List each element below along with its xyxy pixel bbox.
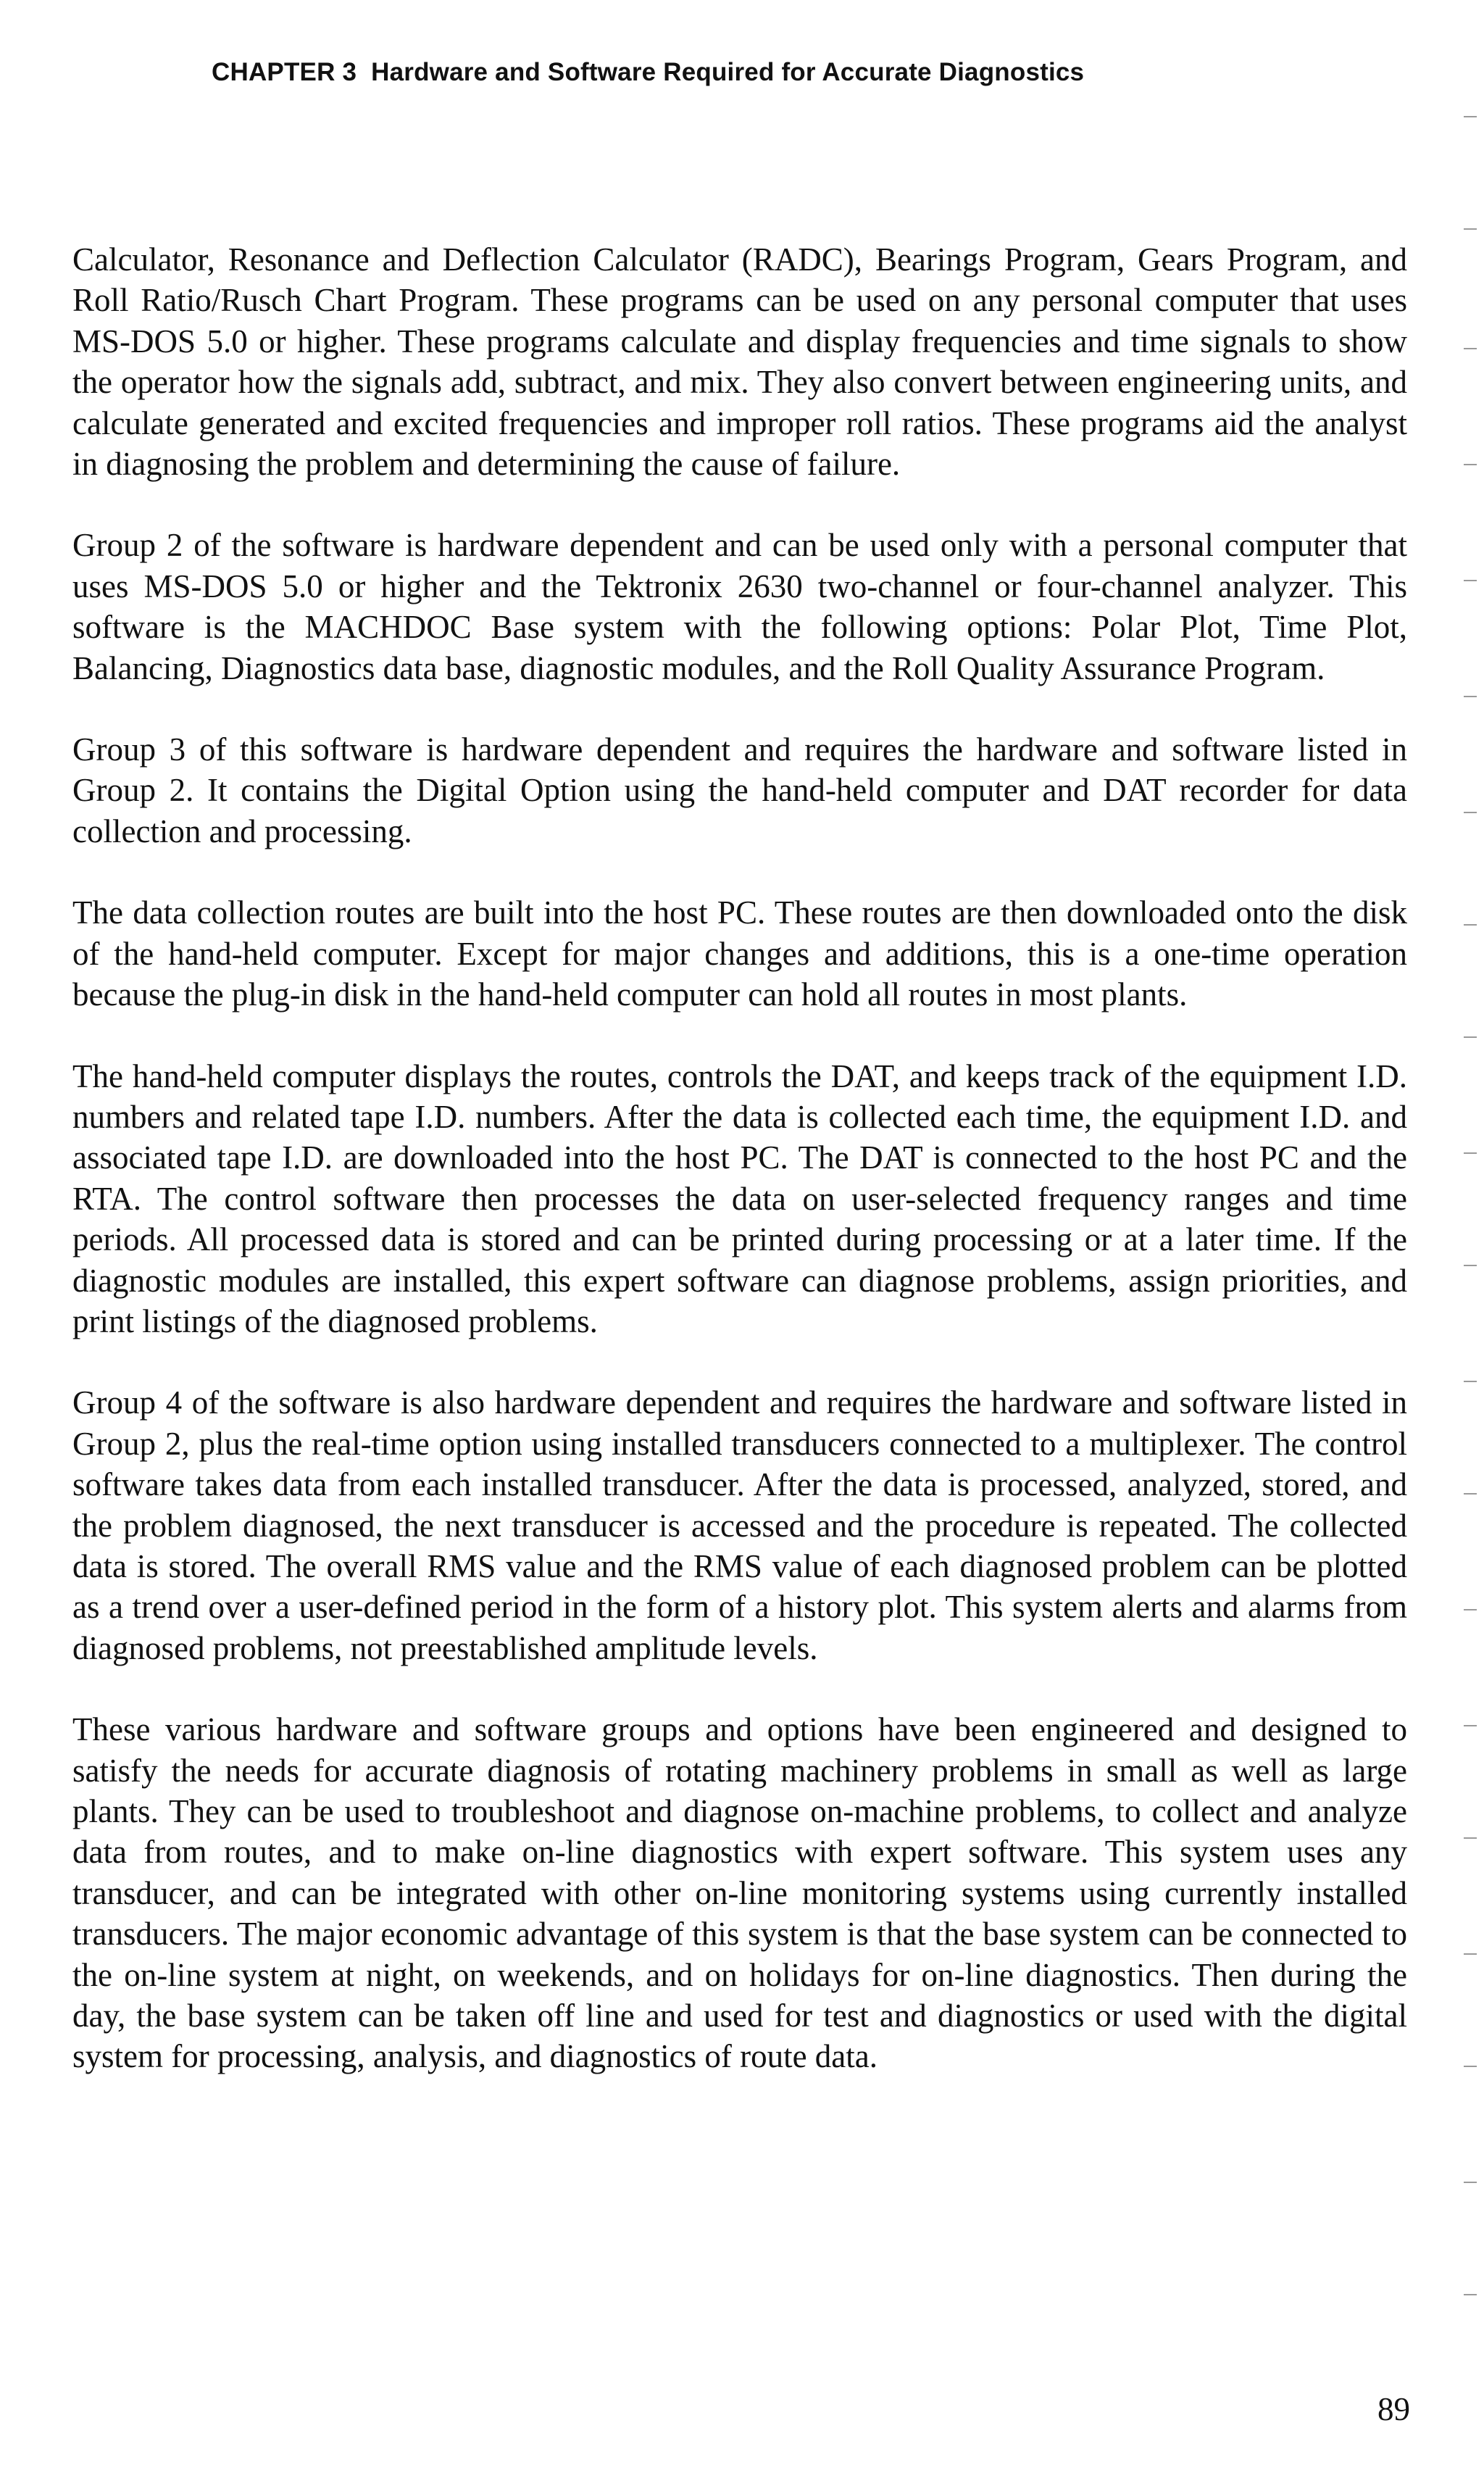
running-header (212, 58, 1084, 87)
margin-tick (1464, 924, 1477, 926)
margin-tick (1464, 1265, 1477, 1266)
margin-tick (1464, 1493, 1477, 1495)
margin-tick (1464, 696, 1477, 697)
paragraph: Group 2 of the software is hardware dependent and can be used only with a personal computer that uses MS-DOS 5.0 or higher and the Tektronix 2630 two-channel or four-channel analyzer. This software is the MACHDOC Base system with the following options: Polar Plot, Time Plot, Balancing, Diagnostics data base, diagnostic modules, and the Roll Quality Assurance Program. (72, 527, 1407, 686)
chapter-label: CHAPTER 3 (212, 58, 357, 86)
paragraph: Group 4 of the software is also hardware dependent and requires the hardware and software listed in Group 2, plus the real-time option using installed transducers connected to a multiplexer. The control software takes data from each installed transducer. After the data is processed, analyzed, stored, and the problem diagnosed, the next transducer is accessed and the procedure is repeated. The collected data is stored. The overall RMS value and the RMS value of each diagnosed problem can be plotted as a trend over a user-defined period in the form of a history plot. This system alerts and alarms from diagnosed problems, not preestablished amplitude levels. (72, 1384, 1407, 1666)
chapter-title: Hardware and Software Required for Accurate Diagnostics (371, 58, 1085, 86)
margin-tick (1464, 228, 1477, 230)
margin-tick (1464, 116, 1477, 117)
margin-tick (1464, 1953, 1477, 1955)
margin-tick (1464, 348, 1477, 349)
paragraph: Group 3 of this software is hardware dependent and requires the hardware and software listed in Group 2. It contains the Digital Option using the hand-held computer and DAT recorder for data collection and processing. (72, 731, 1407, 849)
margin-tick (1464, 812, 1477, 813)
margin-tick (1464, 580, 1477, 581)
paragraph: The data collection routes are built into the host PC. These routes are then downloaded onto the disk of the hand-held computer. Except for major changes and additions, this is a one-time operation because the plug-in disk in the hand-held computer can hold all routes in most plants. (72, 894, 1407, 1013)
margin-tick (1464, 1725, 1477, 1726)
margin-tick (1464, 464, 1477, 465)
margin-tick (1464, 1381, 1477, 1382)
page-number: 89 (1377, 2391, 1410, 2427)
margin-tick (1464, 1152, 1477, 1154)
paragraph: Calculator, Resonance and Deflection Calculator (RADC), Bearings Program, Gears Program, and Roll Ratio/Rusch Chart Program. These programs can be used on any personal computer that uses MS-DOS 5.0 or higher. These programs calculate and display frequencies and time signals to show the operator how the signals add, subtract, and mix. They also convert between engineering units, and calculate generated and excited frequencies and improper roll ratios. These programs aid the analyst in diagnosing the problem and determining the cause of failure. (72, 241, 1407, 483)
margin-tick (1464, 1837, 1477, 1839)
paragraph: The hand-held computer displays the routes, controls the DAT, and keeps track of the equipment I.D. numbers and related tape I.D. numbers. After the data is collected each time, the equipment I.D. and associated tape I.D. are downloaded into the host PC. The DAT is connected to the host PC and the RTA. The control software then processes the data on user-selected frequency ranges and time periods. All processed data is stored and can be printed during processing or at a later time. If the diagnostic modules are installed, this expert software can diagnose problems, assign priorities, and print listings of the diagnosed problems. (72, 1057, 1407, 1339)
margin-tick (1464, 2066, 1477, 2067)
margin-tick (1464, 1609, 1477, 1610)
margin-tick (1464, 1036, 1477, 1038)
margin-tick (1464, 2294, 1477, 2295)
margin-tick (1464, 2182, 1477, 2183)
paragraph: These various hardware and software groups and options have been engineered and designed to satisfy the needs for accurate diagnosis of rotating machinery problems in small as well as large plants. They can be used to troubleshoot and diagnose on-machine problems, to collect and analyze data from routes, and to make on-line diagnostics with expert software. This system uses any transducer, and can be integrated with other on-line monitoring systems using currently installed transducers. The major economic advantage of this system is that the base system can be connected to the on-line system at night, on weekends, and on holidays for on-line diagnostics. Then during the day, the base system can be taken off line and used for test and diagnostics or used with the digital system for processing, analysis, and diagnostics of route data. (72, 1711, 1407, 2075)
body-text (72, 239, 1407, 2077)
